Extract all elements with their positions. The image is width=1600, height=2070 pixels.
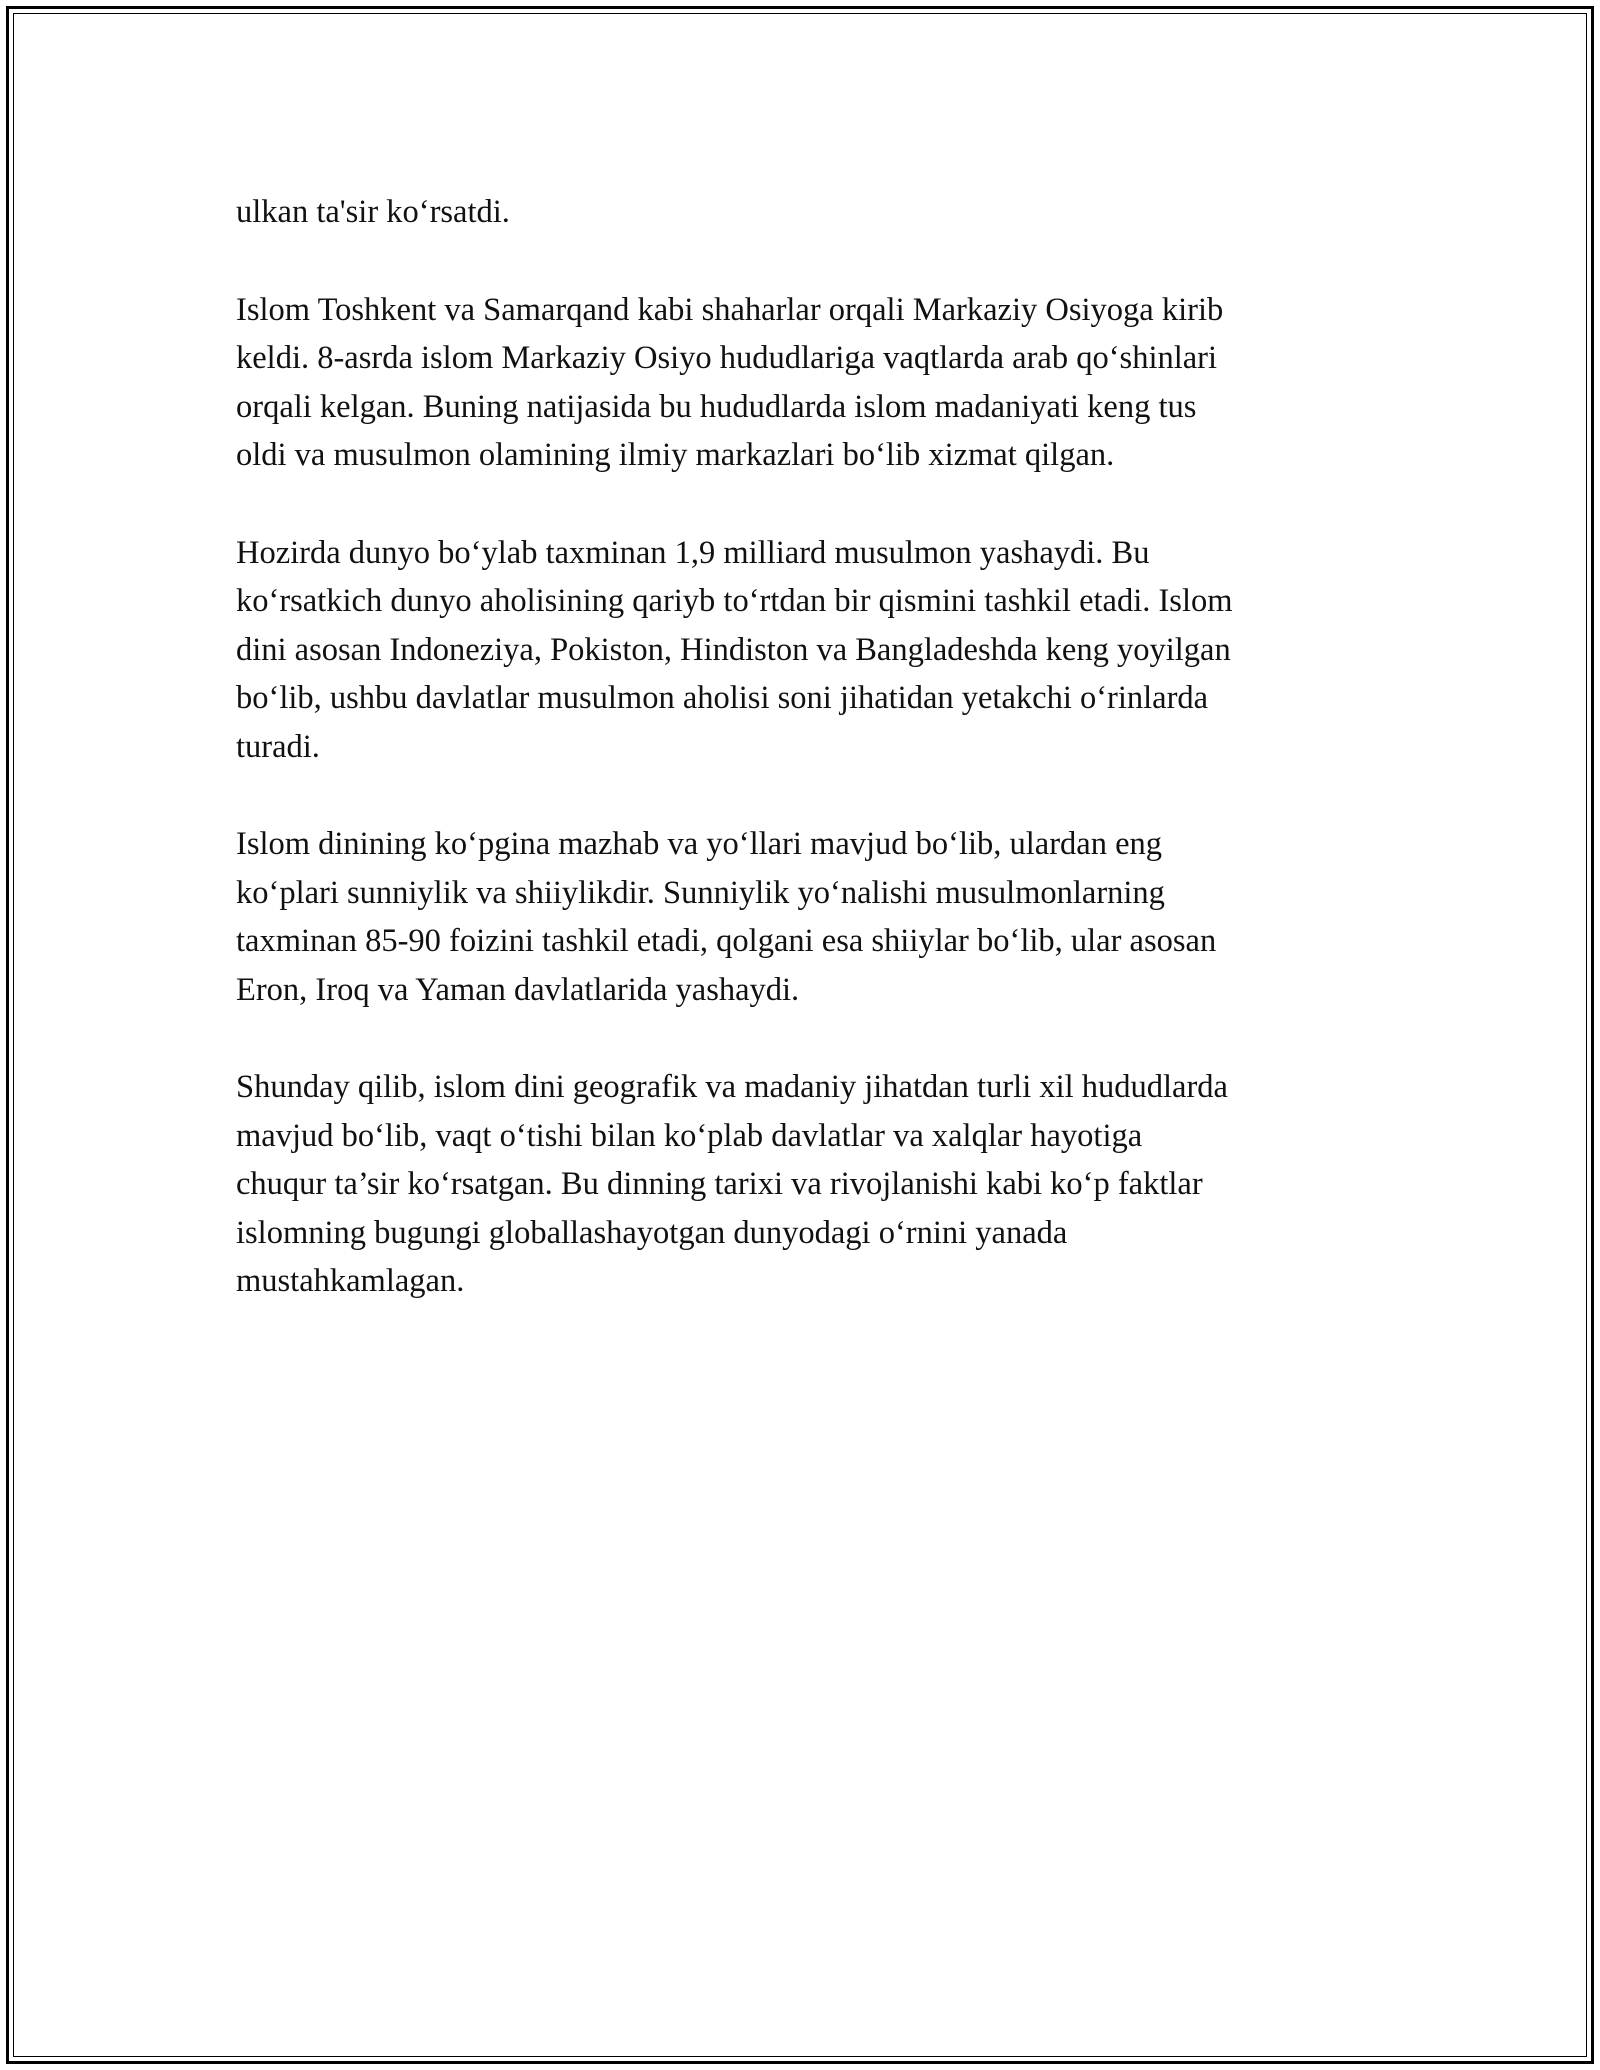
paragraph-3 (236, 529, 1366, 772)
text-line: taxminan 85-90 foizini tashkil etadi, qolgani esa shiiylar bo‘lib, ular asosan (236, 923, 1217, 959)
text-line: keldi. 8-asrda islom Markaziy Osiyo hududlariga vaqtlarda arab qo‘shinlari (236, 340, 1218, 376)
paragraph-2 (236, 286, 1366, 480)
text-line: mavjud bo‘lib, vaqt o‘tishi bilan ko‘plab davlatlar va xalqlar hayotiga (236, 1117, 1143, 1154)
text-line: turadi. (236, 728, 320, 765)
paragraph-5 (236, 1063, 1366, 1306)
text-line: dini asosan Indoneziya, Pokiston, Hindiston va Bangladeshda keng yoyilgan (236, 631, 1231, 668)
text-line: Hozirda dunyo bo‘ylab taxminan 1,9 milliard musulmon yashaydi. Bu (236, 534, 1150, 571)
text-line: Islom dinining ko‘pgina mazhab va yo‘llari mavjud bo‘lib, ulardan eng (236, 826, 1163, 862)
text-line: oldi va musulmon olamining ilmiy markazlari bo‘lib xizmat qilgan. (236, 437, 1115, 473)
text-line: mustahkamlagan. (236, 1263, 465, 1299)
text-line: Islom Toshkent va Samarqand kabi shaharlar orqali Markaziy Osiyoga kirib (236, 291, 1224, 328)
text-line: Shunday qilib, islom dini geografik va madaniy jihatdan turli xil hududlarda (236, 1069, 1228, 1105)
text-line: ko‘rsatkich dunyo aholisining qariyb to‘rtdan bir qismini tashkil etadi. Islom (236, 583, 1233, 619)
text-line: Eron, Iroq va Yaman davlatlarida yashaydi. (236, 971, 800, 1008)
paragraph-4 (236, 820, 1366, 1014)
text-line: ko‘plari sunniylik va shiiylikdir. Sunniylik yo‘nalishi musulmonlarning (236, 874, 1165, 911)
paragraph-1 (236, 188, 1366, 237)
text-line: bo‘lib, ushbu davlatlar musulmon aholisi soni jihatidan yetakchi o‘rinlarda (236, 680, 1209, 716)
text-line: orqali kelgan. Buning natijasida bu hududlarda islom madaniyati keng tus (236, 388, 1197, 425)
text-line: chuqur ta’sir ko‘rsatgan. Bu dinning tarixi va rivojlanishi kabi ko‘p faktlar (236, 1166, 1203, 1202)
text-line: islomning bugungi globallashayotgan dunyodagi o‘rnini yanada (236, 1214, 1068, 1251)
text-line: ulkan ta'sir ko‘rsatdi. (236, 194, 510, 230)
document-body (236, 188, 1366, 1355)
